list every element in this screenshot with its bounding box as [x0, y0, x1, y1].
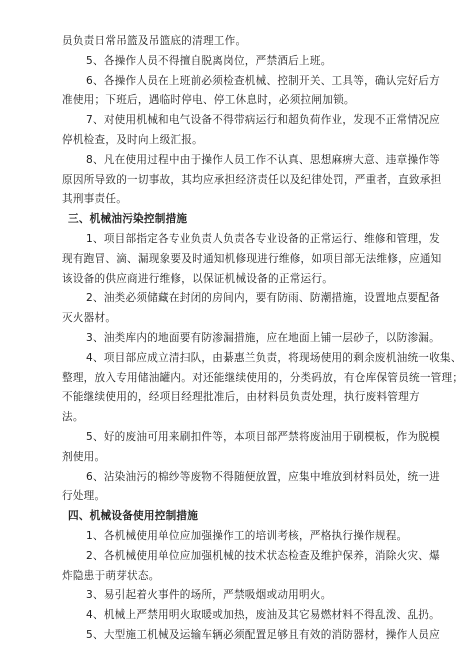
s3-item-5-line-1: 5、好的废油可用来刷扣件等，本项目部严禁将废油用于刷模板，作为脱模	[86, 430, 440, 443]
item-4-continuation: 员负责日常吊篮及吊篮底的清理工作。	[62, 35, 247, 47]
s3-item-1-line-1: 1、项目部指定各专业负责人负责各专业设备的正常运行、维修和管理，发	[86, 232, 440, 245]
item-6-line-1: 6、各操作人员在上班前必须检查机械、控制开关、工具等，确认完好后方	[86, 74, 440, 87]
s3-item-4-line-2: 整理，放入专用储油罐内。对还能继续使用的，分类码放，有仓库保管员统一管理；	[62, 371, 464, 384]
s4-item-1-line: 1、各机械使用单位应加强操作工的培训考核，严格执行操作规程。	[86, 529, 408, 542]
s3-item-3-line: 3、油类库内的地面要有防渗漏措施，应在地面上铺一层砂子，以防渗漏。	[86, 331, 440, 344]
s4-item-2-line-2: 炸隐患于萌芽状态。	[62, 569, 160, 582]
s3-item-6-line-1: 6、沾染油污的棉纱等废物不得随便放置，应集中堆放到材料员处，统一进	[86, 470, 440, 483]
item-7-line-2: 停机检查，及时向上级汇报。	[62, 133, 203, 146]
section-4-heading: 四、机械设备使用控制措施	[68, 510, 199, 523]
s3-item-4-line-3: 不能继续使用的，经项目经理批准后，由材料员负责处理，执行废料管理方	[62, 391, 420, 404]
item-8-line-1: 8、凡在使用过程中由于操作人员工作不认真、思想麻痹大意、违章操作等	[86, 153, 440, 166]
item-8-line-3: 其刑事责任。	[62, 193, 128, 206]
s4-item-2-line-1: 2、各机械使用单位应加强机械的技术状态检查及维护保养，消除火灾、爆	[86, 549, 440, 562]
item-8-line-2: 原因所导致的一切事故，其均应承担经济责任以及纪律处罚，严重者，直致承担	[62, 173, 442, 186]
s3-item-1-line-3: 该设备的供应商进行维修，以保证机械设备的正常运行。	[62, 272, 334, 285]
s4-item-3-line: 3、易引起着火事件的场所，严禁吸烟或动用明火。	[86, 589, 332, 602]
s3-item-2-line-2: 灭火器材。	[62, 312, 117, 325]
item-5-line: 5、各操作人员不得擅自脱离岗位，严禁酒后上班。	[86, 54, 332, 67]
item-6-line-2: 准使用；下班后，遇临时停电、停工休息时，必须拉闸加锁。	[62, 94, 355, 107]
s3-item-4-line-1: 4、项目部应成立清扫队，由綦惠兰负责，将现场使用的剩余废机油统一收集、	[86, 351, 462, 364]
s3-item-1-line-2: 现有跑冒、滴、漏现象要及时通知机修现进行维修，如项目部无法维修，应通知	[62, 252, 442, 265]
s4-item-4-line: 4、机械上严禁用明火取暖或加热，废油及其它易燃材料不得乱泼、乱扔。	[86, 609, 440, 622]
s3-item-2-line-1: 2、油类必须储藏在封闭的房间内，要有防雨、防潮措施，设置地点要配备	[86, 292, 440, 305]
s4-item-5-line: 5、大型施工机械及运输车辆必须配置足够且有效的消防器材，操作人员应	[86, 628, 440, 641]
s3-item-5-line-2: 剂使用。	[62, 450, 106, 463]
s3-item-4-line-4: 法。	[62, 411, 84, 424]
section-3-heading: 三、机械油污染控制措施	[68, 213, 188, 226]
item-7-line-1: 7、对使用机械和电气设备不得带病运行和超负荷作业，发现不正常情况应	[86, 114, 440, 127]
s3-item-6-line-2: 行处理。	[62, 490, 106, 503]
